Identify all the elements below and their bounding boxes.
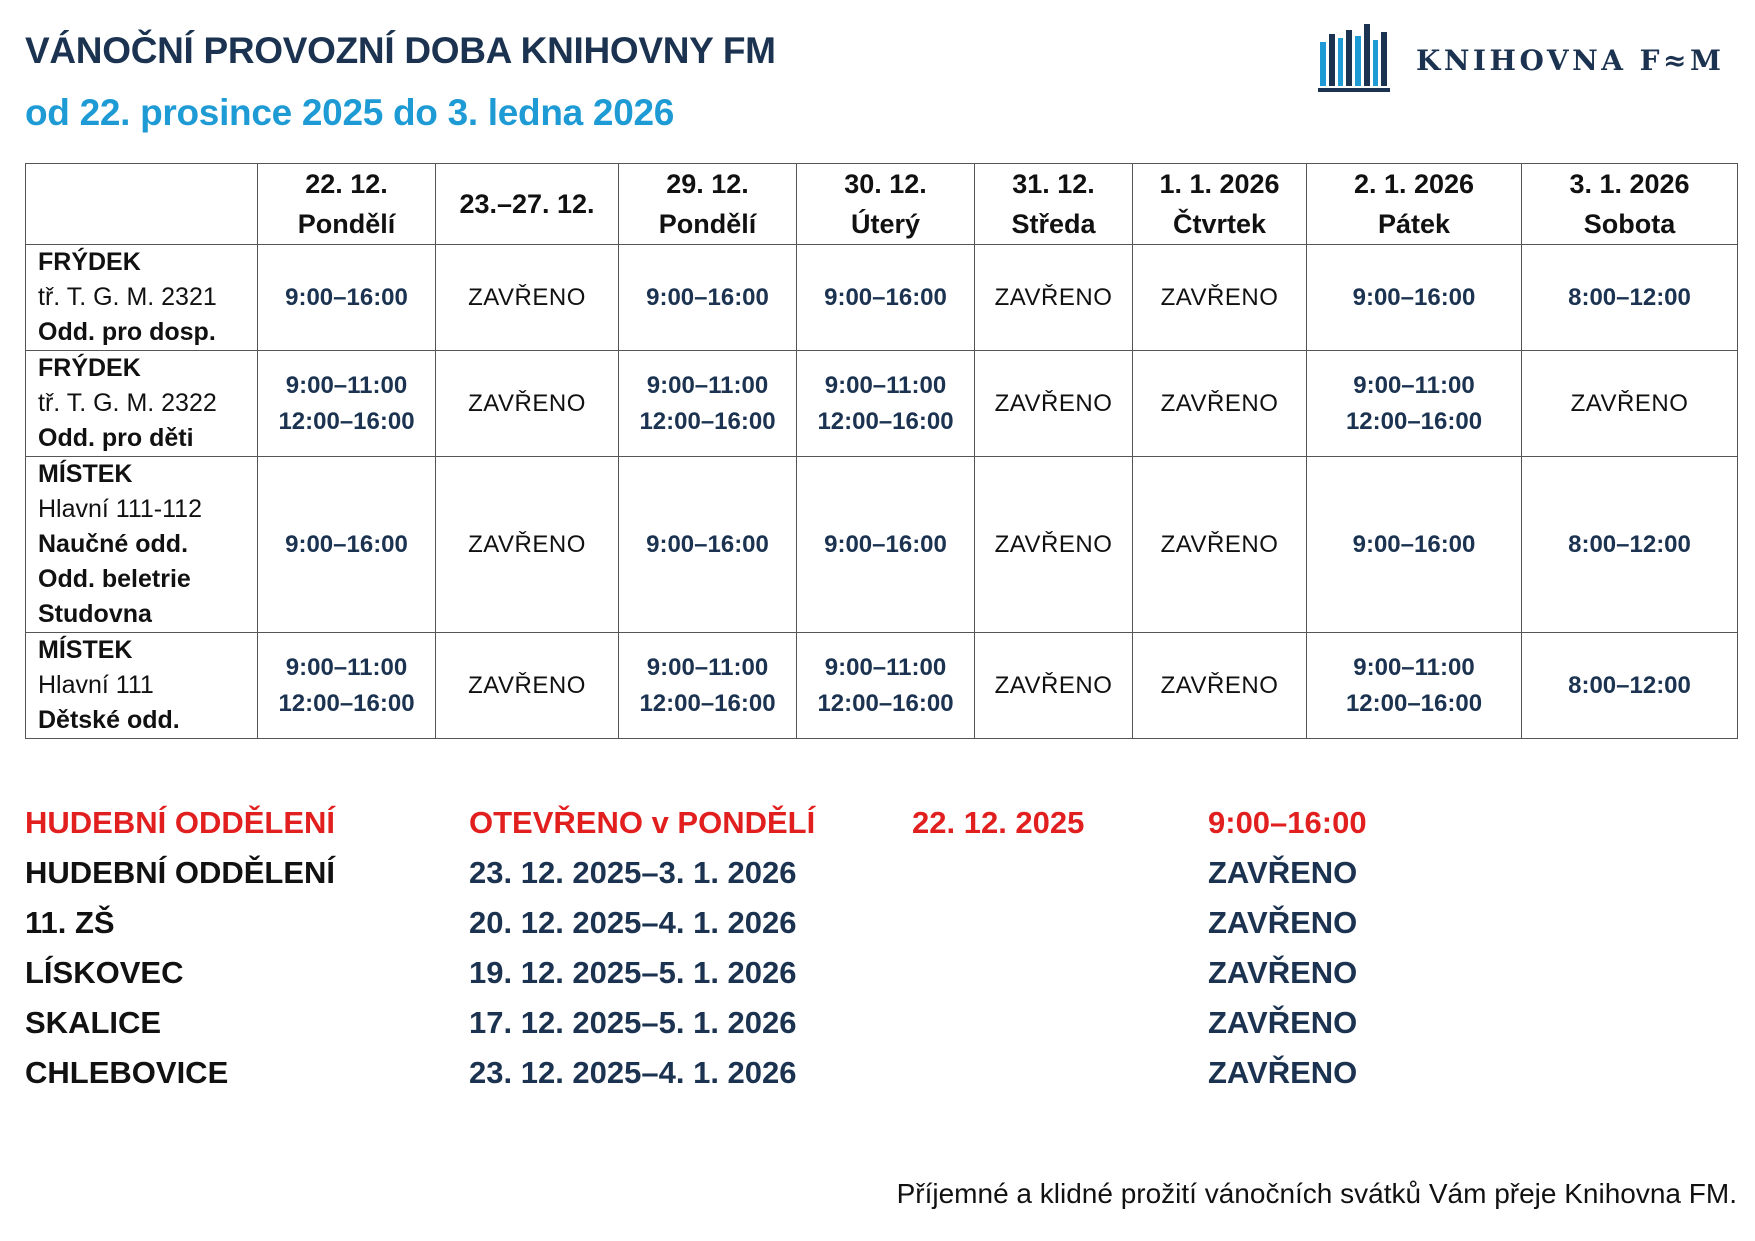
branch-department: Dětské odd. [38,706,180,734]
branch-address: Hlavní 111 [38,671,154,699]
closed-cell [975,351,1133,457]
note-period: 19. 12. 2025–5. 1. 2026 [469,955,797,990]
column-date: 1. 1. 2026 [1159,169,1280,199]
hours-range: 9:00–11:00 [824,371,947,399]
hours-cell [258,245,436,351]
closed-label: ZAVŘENO [468,283,586,311]
hours-range: 12:00–16:00 [817,407,954,435]
closed-cell [1133,457,1307,633]
page-title: VÁNOČNÍ PROVOZNÍ DOBA KNIHOVNY FM [25,30,776,71]
branch-address: tř. T. G. M. 2322 [38,389,217,417]
hours-cell [797,245,975,351]
column-date: 29. 12. [666,169,749,199]
hours-range: 9:00–16:00 [285,283,408,311]
closed-cell [975,245,1133,351]
column-day: Středa [1011,209,1096,239]
column-day: Čtvrtek [1172,209,1267,239]
hours-range: 9:00–16:00 [1352,283,1476,311]
branch-name: MÍSTEK [38,460,133,488]
hours-cell [1307,457,1522,633]
closed-cell [1133,633,1307,739]
note-branch: HUDEBNÍ ODDĚLENÍ [25,805,336,840]
hours-range: 9:00–16:00 [646,530,769,558]
logo-text: KNIHOVNA F≈M [1416,44,1725,77]
closed-cell [1133,245,1307,351]
note-period: OTEVŘENO v PONDĚLÍ [469,805,816,840]
note-row [25,855,1525,905]
note-status: ZAVŘENO [1208,1005,1358,1040]
table-row [26,633,1738,739]
column-date: 31. 12. [1012,169,1095,199]
note-status: ZAVŘENO [1208,855,1358,890]
branch-notes [25,805,1525,1105]
branch-department: Studovna [38,600,152,628]
closed-label: ZAVŘENO [468,530,586,558]
hours-range: 9:00–11:00 [646,653,769,681]
note-status: ZAVŘENO [1208,955,1358,990]
note-row [25,905,1525,955]
hours-cell [258,633,436,739]
closed-label: ZAVŘENO [1160,283,1279,311]
hours-range: 12:00–16:00 [1345,407,1483,435]
note-row [25,1005,1525,1055]
closed-cell [436,245,619,351]
hours-cell [258,351,436,457]
note-period: 17. 12. 2025–5. 1. 2026 [469,1005,797,1040]
hours-cell [258,457,436,633]
column-day: Úterý [850,209,921,239]
column-header [975,164,1133,245]
hours-cell [619,245,797,351]
column-header [797,164,975,245]
closed-cell [975,457,1133,633]
column-day: Pondělí [658,209,757,239]
note-branch: CHLEBOVICE [25,1055,229,1090]
note-period: 23. 12. 2025–3. 1. 2026 [469,855,797,890]
closed-label: ZAVŘENO [1570,389,1689,417]
hours-cell [797,633,975,739]
hours-range: 12:00–16:00 [1345,689,1483,717]
hours-range: 9:00–11:00 [285,653,408,681]
hours-cell [797,457,975,633]
hours-cell [1522,457,1738,633]
column-day: Sobota [1583,209,1676,239]
table-row [26,351,1738,457]
closed-cell [436,457,619,633]
branch-address: Hlavní 111-112 [38,495,202,523]
hours-range: 9:00–11:00 [646,371,769,399]
closed-cell [436,351,619,457]
note-status: ZAVŘENO [1208,1055,1358,1090]
hours-range: 12:00–16:00 [278,689,415,717]
hours-cell [1307,633,1522,739]
hours-range: 9:00–16:00 [646,283,769,311]
column-day: Pondělí [297,209,396,239]
hours-range: 8:00–12:00 [1568,530,1691,558]
hours-range: 9:00–11:00 [1353,371,1475,399]
closed-label: ZAVŘENO [1160,671,1279,699]
branch-name: FRÝDEK [38,354,141,382]
column-date: 23.–27. 12. [459,189,595,219]
footer-greeting: Příjemné a klidné prožití vánočních svátků Vám přeje Knihovna FM. [896,1178,1737,1209]
closed-cell [436,633,619,739]
hours-range: 8:00–12:00 [1568,671,1691,699]
closed-label: ZAVŘENO [1160,389,1279,417]
hours-range: 9:00–11:00 [285,371,408,399]
hours-range: 9:00–11:00 [1353,653,1475,681]
note-period: 23. 12. 2025–4. 1. 2026 [469,1055,797,1090]
note-row [25,1055,1525,1105]
branch-department: Odd. beletrie [38,565,191,593]
hours-range: 9:00–16:00 [824,283,947,311]
column-date: 30. 12. [844,169,927,199]
branch-department: Naučné odd. [38,530,189,558]
hours-range: 12:00–16:00 [639,407,776,435]
hours-cell [619,457,797,633]
branch-name: FRÝDEK [38,248,141,276]
branch-name: MÍSTEK [38,636,133,664]
hours-cell [1307,245,1522,351]
branch-cell [26,457,258,633]
books-icon [1318,24,1398,94]
hours-range: 12:00–16:00 [817,689,954,717]
page-subtitle: od 22. prosince 2025 do 3. ledna 2026 [25,92,675,133]
hours-cell [1522,245,1738,351]
column-header [1307,164,1522,245]
note-date: 22. 12. 2025 [912,805,1085,840]
table-row [26,457,1738,633]
closed-label: ZAVŘENO [468,671,586,699]
column-date: 2. 1. 2026 [1353,169,1475,199]
branch-cell [26,245,258,351]
table-row [26,245,1738,351]
hours-range: 8:00–12:00 [1568,283,1691,311]
hours-range: 12:00–16:00 [639,689,776,717]
hours-cell [619,633,797,739]
opening-hours-table [25,163,1738,739]
hours-cell [1522,633,1738,739]
note-branch: SKALICE [25,1005,162,1040]
note-branch: LÍSKOVEC [25,955,184,990]
branch-cell [26,633,258,739]
note-status: 9:00–16:00 [1208,805,1367,840]
closed-label: ZAVŘENO [994,389,1113,417]
branch-department: Odd. pro dosp. [38,318,216,346]
column-header [258,164,436,245]
hours-cell [1307,351,1522,457]
branch-address: tř. T. G. M. 2321 [38,283,217,311]
header-corner-cell [26,164,258,245]
closed-label: ZAVŘENO [468,389,586,417]
closed-cell [1133,351,1307,457]
branch-cell [26,351,258,457]
closed-label: ZAVŘENO [994,530,1113,558]
hours-range: 9:00–16:00 [824,530,947,558]
column-date: 3. 1. 2026 [1569,169,1690,199]
column-date: 22. 12. [305,169,388,199]
note-branch: 11. ZŠ [25,905,115,940]
column-day: Pátek [1377,209,1451,239]
hours-range: 9:00–11:00 [824,653,947,681]
note-status: ZAVŘENO [1208,905,1358,940]
closed-label: ZAVŘENO [994,283,1113,311]
hours-cell [797,351,975,457]
note-row [25,955,1525,1005]
note-period: 20. 12. 2025–4. 1. 2026 [469,905,797,940]
column-header [1133,164,1307,245]
closed-label: ZAVŘENO [994,671,1113,699]
closed-cell [1522,351,1738,457]
column-header [436,164,619,245]
column-header [619,164,797,245]
note-branch: HUDEBNÍ ODDĚLENÍ [25,855,336,890]
note-row [25,805,1525,855]
branch-department: Odd. pro děti [38,424,194,452]
hours-range: 12:00–16:00 [278,407,415,435]
column-header [1522,164,1738,245]
closed-label: ZAVŘENO [1160,530,1279,558]
library-logo [1318,24,1738,94]
hours-cell [619,351,797,457]
hours-range: 9:00–16:00 [285,530,408,558]
table-header-row [26,164,1738,245]
closed-cell [975,633,1133,739]
hours-range: 9:00–16:00 [1352,530,1476,558]
